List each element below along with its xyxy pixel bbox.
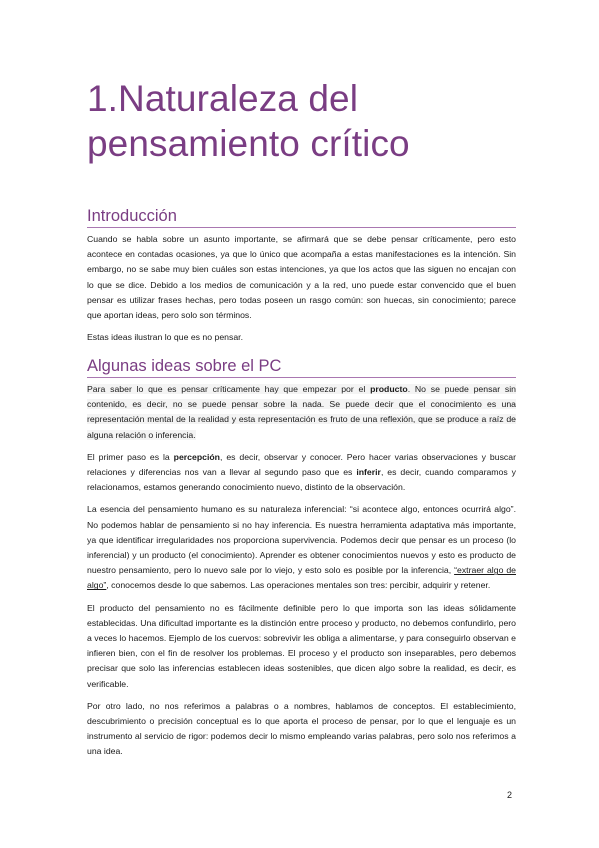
section-body-introduccion (87, 232, 516, 352)
paragraph (87, 699, 516, 760)
text-run: Estas ideas ilustran lo que es no pensar. (87, 332, 243, 343)
text-run: Por otro lado, no nos referimos a palabras o a nombres, hablamos de conceptos. El establecimiento, descubrimiento o precisión conceptual es lo que aporta el proceso de pensar, por lo que el lenguaje es un instrumento al servicio de rigor: podemos decir lo mismo empleando varias palabras, pero solo nos referimos a una idea. (87, 700, 516, 757)
text-run: , es decir, observar y conocer. Pero hacer varias observaciones y buscar relaciones y diferencias nos van a llevar al segundo paso que es (87, 451, 516, 478)
text-run: percepción (173, 451, 220, 462)
page-number: 2 (507, 790, 513, 800)
page-title: 1.Naturaleza del pensamiento crítico (87, 78, 410, 164)
paragraph (87, 450, 516, 496)
section-body-algunas-ideas (87, 382, 516, 767)
section-heading-introduccion: Introducción (87, 206, 516, 228)
text-run: El primer paso es la (87, 451, 174, 462)
text-run: producto (370, 384, 408, 394)
text-run: El producto del pensamiento no es fácilmente definible pero lo que importa son las ideas sólidamente establecidas. Una dificultad importante es la distinción entre proceso y producto, no debemos confundirlo, pero a veces lo hacemos. Ejemplo de los cuervos: sobrevivir les obliga a alimentarse, y para conseguirlo observan e infieren bien, con el fin de resolver los problemas. El proceso y el producto son inseparables, pero debemos precisar que solo las inferencias establecen ideas sostenibles, que dicen algo sobre la realidad, es decir, es verificable. (87, 602, 516, 689)
paragraph (87, 232, 516, 323)
text-run: La esencia del pensamiento humano es su naturaleza inferencial: “si acontece algo, entonces ocurrirá algo”. No podemos hablar de pensamiento si no hay inferencia. Es nuestra herramienta adaptativa más importante, ya que identificar irregularidades nos proporciona supervivencia. Podemos decir que pensar es un proceso (lo inferencial) y un producto (el conocimiento). Aprender es obtener conocimientos nuevos y esto es producto de nuestro pensamiento, pero lo nuevo sale por lo viejo, y esto solo es posible por la inferencia, (87, 504, 516, 576)
text-run: . No se puede pensar sin contenido, es decir, no se puede pensar sobre la nada. Se puede decir que el conocimiento es una representación mental de la realidad y esta representación es fruto de una reflexión, que se produce a raíz de alguna relación o inferencia. (87, 384, 516, 440)
paragraph (87, 601, 516, 692)
text-run: , conocemos desde lo que sabemos. Las operaciones mentales son tres: percibir, adquirir y retener. (106, 580, 491, 591)
text-run: “extraer algo de algo” (87, 565, 516, 591)
paragraph (87, 502, 516, 593)
text-run: Para saber lo que es pensar críticamente hay que empezar por el (87, 384, 371, 394)
text-run: inferir (356, 467, 381, 478)
paragraph (87, 330, 516, 345)
section-heading-algunas-ideas: Algunas ideas sobre el PC (87, 356, 516, 378)
text-run: , es decir, cuando comparamos y relacionamos, estamos generando conocimiento nuevo, distinto de la observación. (87, 467, 516, 493)
paragraph (87, 382, 516, 443)
text-run: Cuando se habla sobre un asunto importante, se afirmará que se debe pensar críticamente, pero esto acontece en contadas ocasiones, ya que lo único que acompaña a estas manifestaciones es la intención. Sin embargo, no se sabe muy bien cuáles son estas intenciones, ya que los actos que las siguen no encajan con lo que se dice. Debido a los medios de comunicación y a la red, uno puede estar convencido que el buen pensar es utilizar frases hechas, pero todas poseen un rasgo común: son huecas, sin conocimiento; parece que aportan ideas, pero solo son términos. (87, 234, 516, 321)
